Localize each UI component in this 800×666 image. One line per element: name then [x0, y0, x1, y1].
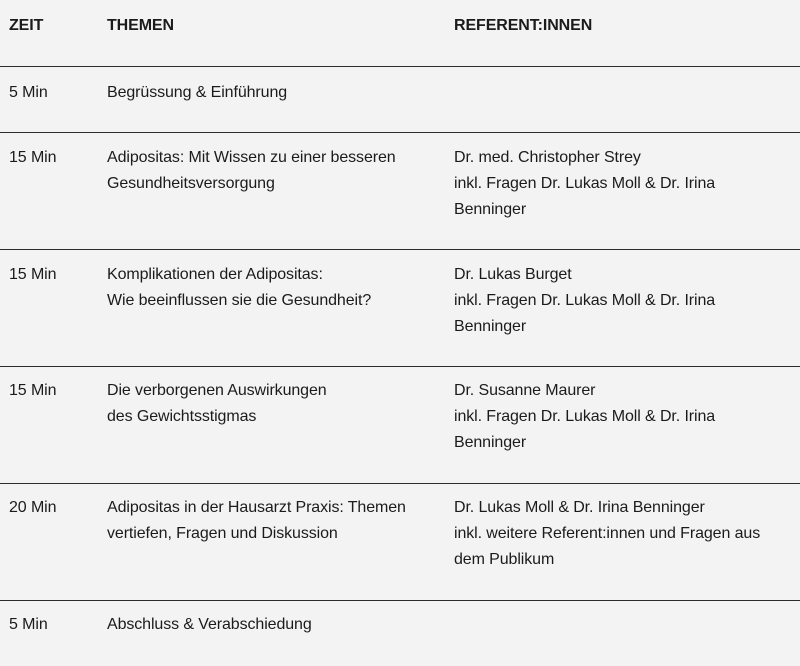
time-cell: 5 Min: [9, 84, 48, 101]
speaker-line: Benninger: [454, 318, 527, 335]
table-row: [0, 601, 800, 666]
time-cell: 5 Min: [9, 616, 48, 633]
speaker-line: Dr. Susanne Maurer: [454, 382, 596, 399]
topic-line: Wie beeinflussen sie die Gesundheit?: [107, 292, 372, 309]
time-cell: 20 Min: [9, 499, 57, 516]
topic-cell: [107, 378, 437, 430]
topic-line: des Gewichtsstigmas: [107, 408, 257, 425]
speaker-line: inkl. Fragen Dr. Lukas Moll & Dr. Irina: [454, 408, 716, 425]
speaker-line: dem Publikum: [454, 551, 555, 568]
header-speakers: REFERENT:INNEN: [454, 17, 593, 34]
topic-line: Begrüssung & Einführung: [107, 84, 288, 101]
topic-line: Gesundheitsversorgung: [107, 175, 275, 192]
topic-line: vertiefen, Fragen und Diskussion: [107, 525, 338, 542]
topic-cell: [107, 612, 437, 638]
table-header: [0, 0, 800, 67]
header-time: ZEIT: [9, 17, 44, 34]
topic-cell: [107, 262, 437, 314]
speaker-cell: [454, 495, 794, 573]
speaker-line: inkl. weitere Referent:innen und Fragen aus: [454, 525, 761, 542]
topic-line: Komplikationen der Adipositas:: [107, 266, 323, 283]
speaker-line: Dr. med. Christopher Strey: [454, 149, 641, 166]
speaker-cell: [454, 262, 794, 340]
speaker-line: Benninger: [454, 201, 527, 218]
topic-line: Abschluss & Verabschiedung: [107, 616, 312, 633]
table-row: [0, 250, 800, 367]
table-row: [0, 367, 800, 484]
speaker-cell: [454, 378, 794, 456]
topic-line: Adipositas: Mit Wissen zu einer besseren: [107, 149, 396, 166]
table-row: [0, 133, 800, 250]
topic-line: Die verborgenen Auswirkungen: [107, 382, 327, 399]
speaker-cell: [454, 145, 794, 223]
topic-cell: [107, 495, 437, 547]
header-topics: THEMEN: [107, 17, 174, 34]
time-cell: 15 Min: [9, 266, 57, 283]
topic-line: Adipositas in der Hausarzt Praxis: Themen: [107, 499, 406, 516]
time-cell: 15 Min: [9, 382, 57, 399]
table-row: [0, 484, 800, 601]
speaker-line: Dr. Lukas Burget: [454, 266, 572, 283]
speaker-line: Benninger: [454, 434, 527, 451]
speaker-line: inkl. Fragen Dr. Lukas Moll & Dr. Irina: [454, 175, 716, 192]
time-cell: 15 Min: [9, 149, 57, 166]
table-row: [0, 67, 800, 133]
topic-cell: [107, 145, 437, 197]
speaker-line: inkl. Fragen Dr. Lukas Moll & Dr. Irina: [454, 292, 716, 309]
speaker-line: Dr. Lukas Moll & Dr. Irina Benninger: [454, 499, 705, 516]
topic-cell: [107, 80, 437, 106]
